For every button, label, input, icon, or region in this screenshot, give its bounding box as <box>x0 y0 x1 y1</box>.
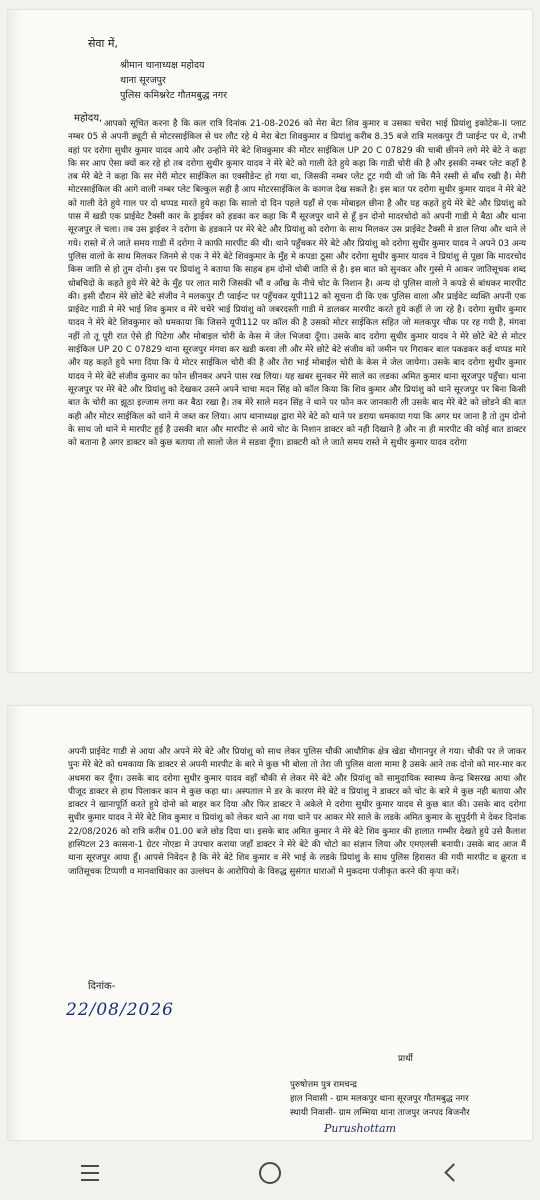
home-button[interactable] <box>240 1153 300 1193</box>
greeting: महोदय, <box>74 113 103 124</box>
system-navigation-bar <box>0 1145 540 1200</box>
recent-apps-button[interactable] <box>60 1153 120 1193</box>
handwritten-date: 22/08/2026 <box>66 1000 174 1020</box>
addressee-line: पुलिस कमिश्नरेट गौतमबुद्ध नगर <box>120 90 228 101</box>
handwritten-signature: Purushottam <box>324 1122 397 1135</box>
menu-icon <box>81 1165 99 1181</box>
salutation: सेवा में, <box>88 37 118 50</box>
addressee-block <box>120 58 227 103</box>
date-label: दिनांक- <box>88 981 116 992</box>
addressee-line: थाना सूरजपुर <box>120 75 166 86</box>
permanent-address: स्थायी निवासी- ग्राम लम्भिया थाना ताजपुर जनपद बिजनौर <box>290 1108 470 1118</box>
page-shadow <box>8 10 22 672</box>
complaint-body-part-1: आपको सूचित करना है कि कल रात्रि दिनांक 21-08-2026 को मेरा बेटा शिव कुमार व उसका चचेरा भाई प्रियांशु इकोटेक-II प्लाट नम्बर 05 से अपनी ड्यूटी से मोटरसाईकिल से घर लौट रहे थे मेरा बेटा शिवकुमार व प्रियांशु करीब 8.35 बजे रात्रि मलकपुर टी प्वाईन्ट पर थे, तभी वहां पर दरोगा सुधीर कुमार यादव आये और उन्होंने मेरे बेटे शिवकुमार की मोटर साईकिल UP 20 C 07829 की चाबी छीनने लगे मेरे बेटे ने कहा कि सर आप ऐसा क्यों कर रहे हो तब दरोगा सुधीर कुमार यादव ने मेरे बेटे को गाली देते हुये कहा कि गाडी चोरी की है और इसकी नम्बर प्लेट कहाँ है तब मेरे बेटे ने कहा कि सर मेरी मोटर साईकिल का एक्सीडेन्ट हो गया था, जिसकी नम्बर प्लेट टूट गयी थी जो कि मैने रस्सी से बाँध रखी है। मेरी मोटरसाईकिल की आगे वाली नम्बर प्लेट बिल्कुल सही है आप मोटरसाईकिल के कागज देख सकते है। इस बात पर दरोगा सुधीर कुमार यादव ने मेरे बेटे को गाली देते हुये गाल पर दो थप्पड मारते हुये कहा कि सालो दो दिन पहले यहाँ से एक मोबाइल छीना है और यह कहते हुये मेरे बेटे और प्रियांशु को पास में खडी एक प्राईवेट टैक्सी कार के ड्राईवर को हडका कर कहा कि मैं सूरजपुर थाने से हूँ इन दोनो मादरचोदो को अपनी गाडी मे बैठा और थाना सूरजपुर ले चला। तब उस ड्राईवर ने दरोगा के हडकाने पर मेरे बेटे और प्रियांशु को दरोगा के साथ मिलकर उस प्राईवेट टैक्सी मे डाल लिया और थाने ले गये। रास्ते में ले जाते समय गाडी में दरोगा ने काफी मारपीट की थी। थाने पहुँचकर मेरे बेटे और प्रियांशु को दरोगा सुधीर कुमार यादव ने अपने 03 अन्य पुलिस वालो के साथ मिलकर जिनमे से एक ने मेरे बेटे शिवकुमार के मुँह मे कपडा ठूसा और दरोगा सुधीर कुमार यादव ने प्रियांशु से पूछा कि मादरचोद किस जाति से हो तुम दोनो। इस पर प्रियांशु ने बताया कि साहब हम दोनो धोबी जाति से है। इस बात को सुनकर और गुस्से मे आकर जातिसूचक शब्द धोबचिदो के कहते हुये मेरे बेटे के मुँह पर लात मारी जिसकी भौं व आँख के नीचे चोट के निशान है। अन्य दो पुलिस वालो ने कपडे से बांधकर मारपीट की। इसी दौरान मेरे छोटे बेटे संजीव ने मलकपुर टी प्वाईन्ट पर पहुँचकर यूपी112 को सूचना दी कि एक पुलिस वाला और प्राईवेट व्यक्ति अपनी एक प्राईवेट गाडी मे मेरे भाई शिव कुमार व मेरे चचेरे भाई प्रियांशु को जबरदस्ती गाडी मे डालकर मारपीट करते हुये कहीं ले जा रहे है। दरोगा सुधीर कुमार यादव ने मेरे बेटे शिवकुमार को धमकाया कि जिसने यूपी112 पर कॉल की है उसको मोटर साईकिल सहित जो मलकपुर चौक पर रह गयी है, मंगवा नहीं तो तू पूरी रात ऐसे ही पिटेगा और मोबाइल चोरी के केस मे जेल भिजवा दूँगा। उसके बाद दरोगा सुधीर कुमार यादव ने मेरे छोटे बेटे से मोटर साईकिल UP 20 C 07829 थाना सूरजपुर मंगवा कर खडी करवा ली और मेरे छोटे बेटे संजीव को जमीन पर गिराकर बाल पकडकर कई थप्पड मारे और यह कहते हुये भगा दिया कि ये मोटर साईकिल चोरी की है और तेरा भाई मोबाईल चोरी के केस मे जेल जायेगा। उसके बाद दरोगा सुधीर कुमार यादव ने मेरे बेटे संजीव कुमार का फोन छीनकर अपने पास रख लिया। यह खबर सुनकर मेरे साले का लडका अमित कुमार थाना सूरजपुर पहुँचा। थाना सूरजपुर पर मेरे बेटे और प्रियांशु को देखकर उसने अपने चाचा मदन सिंह को कॉल किया कि शिव कुमार और प्रियांशु को थाने सूरजपुर पर बिना किसी बात के चोरी का झूठा इल्जाम लगा कर बैठा रखा है। तब मेरे साले मदन सिंह ने थाने पर फोन कर जानकारी ली उसके बाद मेरे बेटे को छोडने की बात कही और मोटर साईकिल को थाने मे जब्त कर लिया। आप थानाध्यक्ष द्वारा मेरे बेटे को थाने पर डराया धमकाया गया कि अगर घर जाना है तो तुम दोनो के साथ जो थाने मे मारपीट हुई है उसकी बात और मारपीट से आये चोट के निशान डाक्टर को नही दिखाने है और ना ही मारपीट की कोई बात डाक्टर को बताना है अगर डाक्टर को कुछ बताया तो सालो जेल मे सडवा दूँगा। डाक्टरी को ले जाते समय रास्ते मे सुधीर कुमार यादव दरोगा <box>68 119 527 449</box>
back-button[interactable] <box>420 1153 480 1193</box>
signatory-name: पुरुषोत्तम पुत्र रामचन्द्र <box>290 1080 357 1090</box>
signatory-block <box>290 1052 470 1120</box>
home-icon <box>259 1162 281 1184</box>
current-address: हाल निवासी - ग्राम मलकपुर थाना सूरजपुर गौतमबुद्ध नगर <box>290 1094 469 1104</box>
closing-word: प्रार्थी <box>398 1054 413 1064</box>
addressee-line: श्रीमान थानाध्यक्ष महोदय <box>120 60 205 71</box>
back-icon <box>444 1163 462 1181</box>
document-page-2 <box>8 706 532 1140</box>
page-shadow <box>8 706 22 1140</box>
document-page-1 <box>8 10 532 672</box>
complaint-body-part-2: अपनी प्राईवेट गाडी से आया और अपने मेरे बेटे और प्रियांशु को साथ लेकर पुलिस चौकी आधौगिक क्षेत्र खेडा चौगानपुर ले गया। चौकी पर ले जाकर पुनः मेरे बेटे को धमकाया कि डाक्टर से अपनी मारपीट के बारे मे कुछ भी बोला तो तेरा जी पुलिस वाला मामा है उसके आने तक दोनो को मार-मार कर अधमरा कर दूँगा। उसके बाद दरोगा सुधीर कुमार यादव वहाँ चौकी से लेकर मेरे बेटे और प्रियांशु को सामुदायिक स्वास्थ्य केन्द्र बिसरख आया और पीजूद डाक्टर से हाथ पिलाकर कान मे कुछ कहा था। अस्पताल मे डर के कारण मेरे बेटे व प्रियांशु ने डाक्टर को चोट के बारे मे कुछ नही बताया और डाक्टर ने खानापूर्ति करते हुये दोनो को बाहर कर दिया और फिर डाक्टर ने अकेले मे दरोगा सुधीर कुमार यादव से कुछ बात की। उसके बाद दरोगा सुधीर कुमार यादव ने मेरे बेटे शिव कुमार व प्रियांशु को लेकर थाने आ गया थाने पर आकर मेरे साले के लडके अमित कुमार के सुपुर्दगी मे देकर दिनांक 22/08/2026 को रात्रि करीब 01.00 बजे छोड दिया था। इसके बाद अमित कुमार ने मेरे बेटे शिव कुमार की हालात गम्भीर देखते हुये उसे कैलाश हास्पिटल 23 कासना-1 ग्रेटर नोएडा मे उपचार कराया जहाँ डाक्टर ने मेरे बेटे की चोटो का संज्ञान लिया और एमएलसी बनायी। उसके बाद आज मैं थाना सूरजपुर आया हूँ। आपसे निवेदन है कि मेरे बेटे शिव कुमार व मेरे भाई के लडके प्रियांशु के साथ पुलिस हिरासत की गयी मारपीट व क्रूरता व जातिसूचक टिप्पणी व मानवाधिकार का उल्लंघन के आरोपियो के विरुद्ध सुसंगत धाराओं मे मुकदमा पंजीकृत करने की कृपा करें। <box>68 747 526 877</box>
